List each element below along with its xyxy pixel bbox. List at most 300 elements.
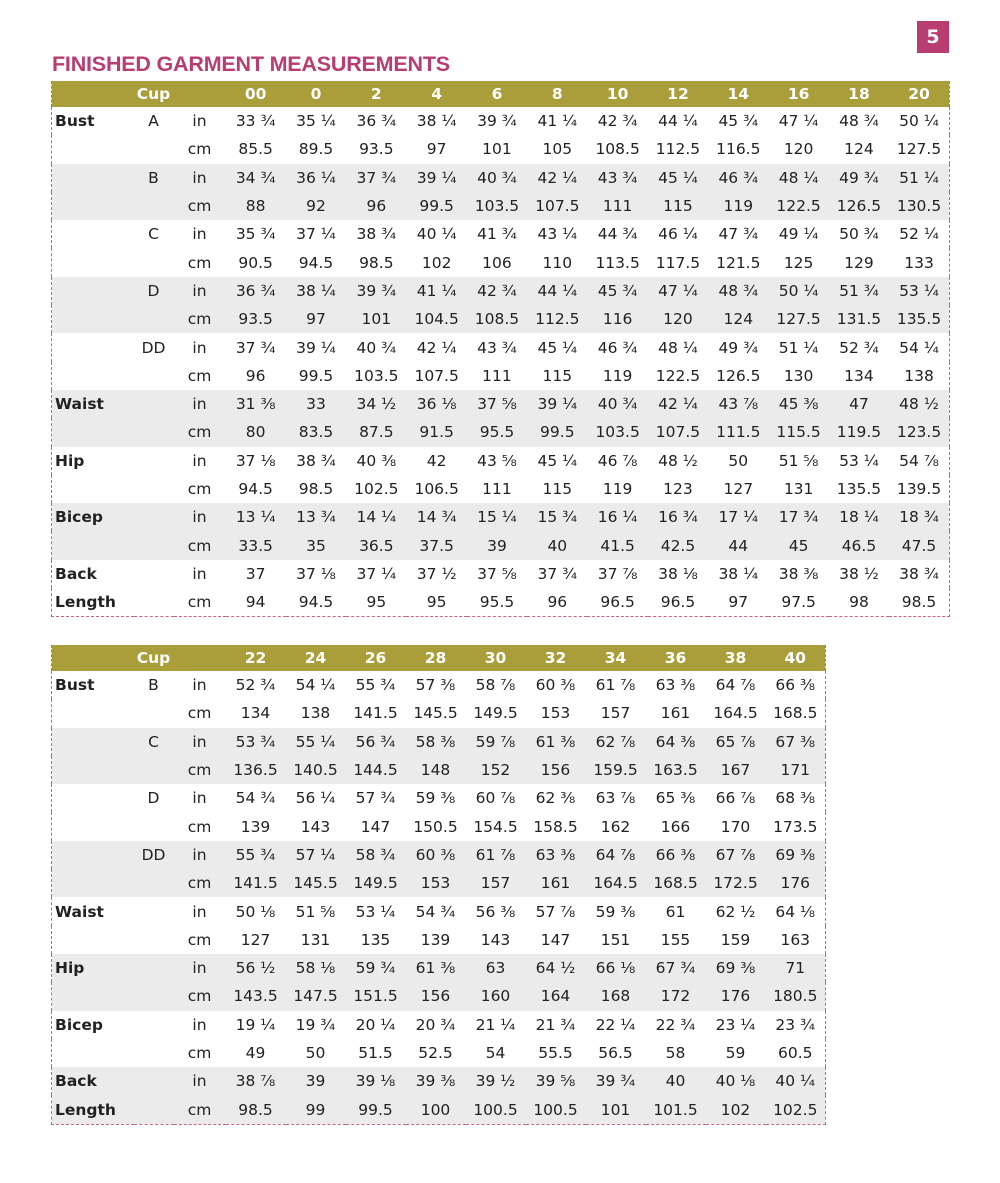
measurement-label: Bicep [52,503,134,531]
measurement-value: 157 [466,869,526,897]
measurements-table [51,645,826,1125]
measurement-value: 156 [406,982,466,1010]
measurement-label [52,192,134,220]
measurement-label [52,812,134,840]
measurement-value: 57 ¾ [355,789,396,808]
measurement-value: 148 [406,756,466,784]
measurement-value: 56 ½ [226,954,286,982]
measurement-value: 35 [286,531,346,559]
table-row [52,135,950,163]
measurement-value: 115 [542,480,573,498]
measurement-label [52,248,134,276]
table-row [52,756,826,784]
measurement-value: 34 ½ [346,390,406,418]
measurement-value: 39 [467,531,527,559]
unit-label: cm [174,756,226,784]
unit-label: cm [174,1095,226,1124]
measurement-value: 120 [783,140,814,159]
measurement-value: 41 ¾ [477,225,517,244]
measurement-value: 61 ⅜ [406,954,466,982]
measurement-label [52,305,134,333]
header-size: 26 [346,645,406,671]
measurement-value: 66 ⅜ [646,841,706,869]
measurement-value: 36 ¼ [286,164,346,192]
measurement-value: 99.5 [346,1095,406,1124]
cup-size [134,1095,174,1124]
measurement-value: 67 ⅜ [766,728,826,756]
table-row [52,362,950,390]
header-unit-blank [174,645,226,671]
measurement-value: 164 [526,982,586,1010]
measurement-value: 99.5 [406,192,466,220]
measurement-label [52,333,134,361]
measurement-value: 40 ¾ [587,390,647,418]
measurement-value: 65 ⅞ [706,728,766,756]
unit-label: in [174,1067,226,1095]
measurement-value: 145.5 [286,869,346,897]
measurement-value: 54 [485,1044,506,1062]
measurement-value: 53 ¾ [226,728,286,756]
table-row [52,531,950,559]
table-row [52,107,950,135]
cup-size [134,1011,174,1039]
header-blank [52,81,134,107]
measurement-value: 99 [286,1095,346,1124]
measurement-value: 48 ¼ [768,164,828,192]
measurement-value: 100 [406,1095,466,1124]
measurement-value: 124 [708,305,768,333]
measurement-value: 36 ⅛ [406,390,466,418]
measurement-value: 171 [766,756,826,784]
measurement-value: 50 ¼ [768,277,828,305]
measurement-value: 40 [646,1067,706,1095]
measurement-value: 14 ¾ [406,503,466,531]
measurement-value: 168.5 [646,869,706,897]
measurement-value: 99.5 [527,418,587,446]
measurement-value: 111.5 [708,418,768,446]
header-size: 6 [467,81,527,107]
header-cup: Cup [134,81,174,107]
measurement-value: 93.5 [226,305,286,333]
measurement-value: 102.5 [766,1095,826,1124]
table-row [52,390,950,418]
measurement-value: 170 [720,817,751,836]
measurement-value: 56 ¾ [346,728,406,756]
measurement-value: 40 ¾ [356,338,397,357]
measurement-value: 145.5 [413,704,458,723]
measurement-value: 156 [526,756,586,784]
measurement-value: 152 [466,756,526,784]
table-row [52,305,950,333]
measurement-value: 131 [300,930,331,949]
measurement-value: 95.5 [467,418,527,446]
measurement-label: Length [52,1095,134,1124]
measurement-value: 151.5 [346,982,406,1010]
measurement-value: 124 [844,140,874,159]
measurement-value: 95 [366,593,387,612]
header-size: 4 [406,81,466,107]
measurement-label: Bust [55,676,95,695]
measurement-value: 80 [226,418,286,446]
measurement-value: 47 ¼ [778,112,819,131]
measurement-value: 16 ¼ [587,503,647,531]
measurement-label [52,699,134,727]
measurement-value: 58 [665,1044,686,1062]
measurement-value: 57 ⅞ [535,902,576,921]
unit-label: cm [174,531,226,559]
measurement-value: 143 [480,930,511,949]
measurement-value: 39 ⅜ [406,1067,466,1095]
cup-size [134,897,174,925]
measurement-value: 66 ⅜ [775,676,816,695]
measurement-value: 153 [406,869,466,897]
cup-size [134,1067,174,1095]
measurement-value: 136.5 [226,756,286,784]
header-size: 10 [587,81,647,107]
measurement-value: 113.5 [595,253,640,272]
measurement-value: 61 ⅞ [466,841,526,869]
unit-label: in [192,676,207,695]
measurement-value: 21 ¾ [535,1015,576,1034]
measurement-value: 37 ⅛ [296,564,336,583]
measurement-value: 42 ¾ [467,277,527,305]
page-number: 5 [917,21,949,53]
unit-label: in [192,338,207,357]
measurement-value: 44 ¼ [658,112,698,131]
measurement-value: 38 ⅞ [226,1067,286,1095]
measurement-value: 127.5 [896,140,942,159]
measurement-value: 102 [706,1095,766,1124]
measurement-value: 98.5 [298,480,334,498]
header-size: 00 [226,81,286,107]
measurement-value: 39 ¼ [296,338,336,357]
measurement-value: 107.5 [527,192,587,220]
measurement-value: 46 ¾ [597,338,638,357]
measurement-label [52,869,134,897]
header-size: 22 [226,645,286,671]
measurement-value: 38 ½ [839,564,879,583]
measurement-value: 37 ⅝ [467,390,527,418]
measurement-value: 47 [829,390,889,418]
measurement-label [52,982,134,1010]
measurement-value: 115 [542,366,573,385]
measurement-value: 117.5 [655,253,701,272]
measurement-value: 108.5 [595,140,640,159]
measurement-value: 112.5 [527,305,587,333]
measurement-value: 163.5 [646,756,706,784]
measurement-value: 50 [305,1044,326,1062]
measurement-value: 55 ¾ [226,841,286,869]
measurement-value: 42 [426,451,447,470]
measurement-value: 48 ½ [658,451,698,470]
cup-size [134,756,174,784]
measurement-value: 97 [426,140,447,159]
measurement-value: 121.5 [716,253,761,272]
measurement-value: 36 ¾ [226,277,286,305]
cup-size [134,699,174,727]
measurement-value: 168.5 [773,704,818,723]
table-row [52,1039,826,1067]
measurement-value: 52 ¼ [899,225,939,244]
measurement-label [52,926,134,954]
measurement-value: 162 [600,817,631,836]
measurement-value: 61 ⅞ [595,676,636,695]
measurement-value: 103.5 [587,418,647,446]
header-size: 40 [766,645,826,671]
measurement-value: 22 ¾ [655,1015,696,1034]
measurement-value: 50 ⅛ [235,902,276,921]
measurement-value: 92 [286,192,346,220]
measurement-value: 49 [245,1044,266,1062]
measurement-value: 98.5 [901,593,937,612]
measurement-value: 67 ⅞ [706,841,766,869]
measurement-value: 116.5 [716,140,761,159]
measurement-value: 38 ¼ [286,277,346,305]
measurement-value: 67 ¾ [646,954,706,982]
cup-size: A [148,112,159,131]
table-row [52,418,950,446]
table-row [52,1095,826,1124]
measurement-value: 96 [547,593,568,612]
measurement-value: 172 [646,982,706,1010]
measurement-value: 35 ¾ [235,225,276,244]
measurement-label [52,277,134,305]
measurement-value: 135.5 [889,305,949,333]
measurement-value: 15 ¾ [527,503,587,531]
measurement-value: 45 ¼ [537,451,578,470]
measurement-value: 98.5 [359,253,394,272]
measurement-value: 15 ¼ [467,503,527,531]
measurement-value: 57 ¼ [286,841,346,869]
measurement-value: 95 [426,593,447,612]
cup-size [134,503,174,531]
unit-label: in [174,390,226,418]
cup-size: B [148,676,159,695]
measurement-value: 60 ⅜ [406,841,466,869]
measurement-value: 18 ¼ [829,503,889,531]
measurement-value: 139 [420,930,451,949]
measurement-label [52,418,134,446]
measurement-label: Back [52,1067,134,1095]
table-row [52,1067,826,1095]
measurement-value: 167 [706,756,766,784]
measurement-value: 54 ¾ [235,789,276,808]
unit-label: cm [174,305,226,333]
measurement-value: 157 [600,704,631,723]
measurement-value: 40 ⅛ [706,1067,766,1095]
unit-label: in [192,564,207,583]
unit-label: cm [187,1044,212,1062]
measurement-value: 56 ⅜ [475,902,516,921]
page-title: FINISHED GARMENT MEASUREMENTS [52,52,450,76]
measurement-value: 58 ⅜ [406,728,466,756]
measurement-value: 102 [421,253,452,272]
measurement-value: 154.5 [473,817,518,836]
table-row [52,164,950,192]
measurement-value: 101 [482,140,512,159]
measurement-value: 21 ¼ [475,1015,516,1034]
measurement-value: 164.5 [713,704,758,723]
measurement-value: 164.5 [586,869,646,897]
measurement-value: 131.5 [829,305,889,333]
measurement-value: 139.5 [896,480,942,498]
header-size: 24 [286,645,346,671]
measurement-value: 36.5 [346,531,406,559]
cup-size [134,869,174,897]
measurement-value: 122.5 [768,192,828,220]
measurement-value: 43 ¾ [587,164,647,192]
table-row [52,447,950,475]
unit-label: in [174,954,226,982]
cup-size [134,926,174,954]
measurement-value: 65 ⅜ [655,789,696,808]
measurement-value: 101.5 [646,1095,706,1124]
measurement-value: 19 ¾ [295,1015,336,1034]
measurement-value: 64 ½ [526,954,586,982]
measurement-value: 23 ¾ [775,1015,816,1034]
table-row [52,560,950,588]
measurement-label [52,841,134,869]
measurement-value: 56 ¼ [295,789,336,808]
measurement-value: 69 ⅜ [766,841,826,869]
table-row [52,728,826,756]
table-row [52,671,826,699]
header-blank [52,645,134,671]
measurement-value: 87.5 [346,418,406,446]
measurement-value: 155 [660,930,691,949]
measurement-value: 141.5 [226,869,286,897]
measurement-value: 45 ⅜ [768,390,828,418]
measurement-value: 35 ¼ [296,112,336,131]
table-row [52,503,950,531]
measurement-value: 104.5 [406,305,466,333]
cup-size [134,954,174,982]
measurement-value: 106 [482,253,512,272]
measurement-value: 133 [904,253,934,272]
unit-label: in [192,112,207,131]
measurement-value: 52.5 [418,1044,453,1062]
measurement-value: 42.5 [648,531,708,559]
measurement-value: 64 ⅞ [586,841,646,869]
measurement-value: 138 [904,366,934,385]
unit-label: cm [187,817,212,836]
measurement-label: Bicep [55,1015,103,1034]
measurement-label [52,135,134,163]
measurement-value: 42 ¼ [416,338,457,357]
cup-size [134,475,174,503]
measurement-value: 138 [300,704,331,723]
measurement-value: 103.5 [467,192,527,220]
measurement-value: 43 ⅞ [708,390,768,418]
measurement-value: 108.5 [467,305,527,333]
measurement-value: 23 ¼ [715,1015,756,1034]
measurement-value: 107.5 [648,418,708,446]
unit-label: in [174,164,226,192]
measurement-value: 119 [602,366,633,385]
measurement-value: 48 ¾ [708,277,768,305]
measurement-value: 161 [660,704,691,723]
unit-label: in [192,225,207,244]
measurement-value: 51 ⅝ [295,902,336,921]
cup-size: C [148,225,159,244]
unit-label: cm [174,192,226,220]
measurement-value: 129 [844,253,874,272]
measurement-value: 139 [240,817,271,836]
measurement-value: 111 [482,480,512,498]
measurement-value: 57 ⅜ [415,676,456,695]
measurement-value: 149.5 [473,704,518,723]
measurement-value: 48 ¾ [839,112,879,131]
measurement-value: 42 ¼ [648,390,708,418]
measurement-value: 168 [586,982,646,1010]
measurement-value: 64 ⅜ [646,728,706,756]
measurement-value: 106.5 [414,480,459,498]
measurement-value: 20 ¼ [355,1015,396,1034]
measurement-value: 55 ¾ [355,676,396,695]
measurement-value: 141.5 [353,704,398,723]
measurement-value: 40 ¼ [766,1067,826,1095]
measurement-value: 112.5 [655,140,701,159]
measurement-value: 176 [706,982,766,1010]
measurement-value: 38 ¾ [899,564,939,583]
measurement-value: 39 ¾ [586,1067,646,1095]
measurement-label: Length [55,593,116,612]
measurement-value: 83.5 [286,418,346,446]
cup-size: D [147,789,160,808]
measurement-value: 116 [587,305,647,333]
measurement-value: 37 ¾ [346,164,406,192]
measurement-value: 94 [245,593,266,612]
cup-size [134,305,174,333]
measurement-value: 89.5 [298,140,334,159]
measurements-table-sizes-00-20 [51,81,949,617]
measurement-value: 94.5 [298,253,334,272]
measurement-value: 149.5 [346,869,406,897]
measurement-value: 16 ¾ [648,503,708,531]
unit-label: cm [174,418,226,446]
measurement-value: 131 [783,480,814,498]
measurement-value: 31 ⅜ [226,390,286,418]
measurement-value: 85.5 [238,140,273,159]
measurement-value: 39 ¼ [406,164,466,192]
header-unit-blank [174,81,226,107]
measurement-value: 161 [526,869,586,897]
measurement-label: Hip [55,451,85,470]
measurement-value: 48 ½ [889,390,949,418]
measurement-label [52,362,134,390]
measurement-value: 101 [346,305,406,333]
measurement-value: 96.5 [600,593,635,612]
header-size: 32 [526,645,586,671]
measurement-label [52,1039,134,1067]
measurement-value: 93.5 [359,140,394,159]
measurement-value: 59 ⅜ [595,902,636,921]
measurement-value: 105 [542,140,573,159]
measurement-value: 22 ¼ [595,1015,636,1034]
measurement-value: 63 ⅜ [526,841,586,869]
header-size: 14 [708,81,768,107]
measurement-label: Waist [52,390,134,418]
measurement-value: 66 ⅞ [715,789,756,808]
measurement-value: 51.5 [358,1044,393,1062]
measurement-value: 122.5 [655,366,701,385]
measurement-value: 123.5 [889,418,949,446]
measurement-value: 127 [240,930,271,949]
cup-size: B [134,164,174,192]
measurement-value: 99.5 [298,366,334,385]
table-row [52,475,950,503]
measurement-value: 64 ⅞ [715,676,756,695]
